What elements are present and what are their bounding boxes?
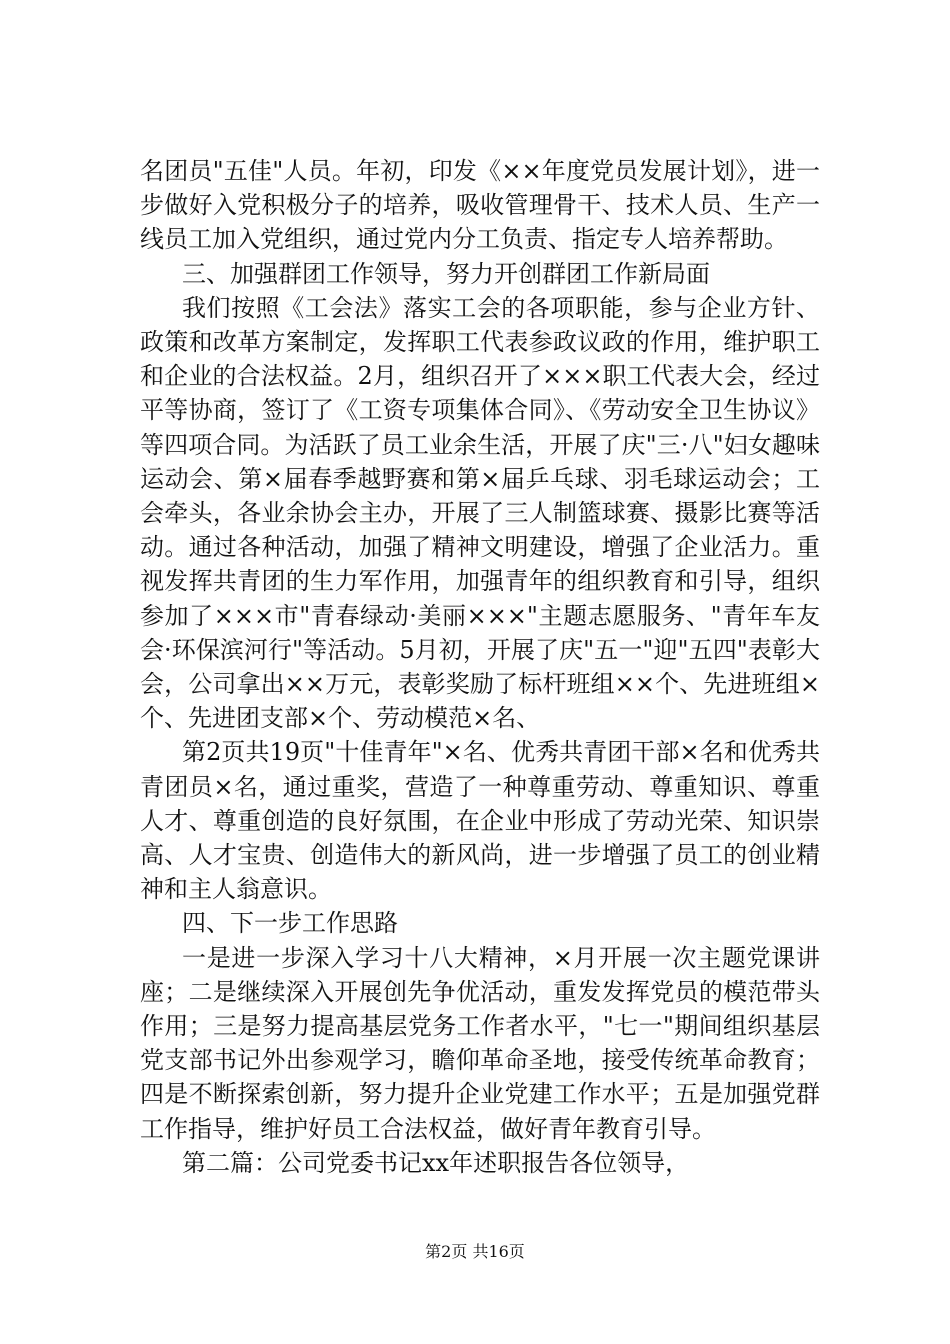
- paragraph-union-work: 我们按照《工会法》落实工会的各项职能，参与企业方针、政策和改革方案制定，发挥职工代表参政议政的作用，维护职工和企业的合法权益。2月，组织召开了×××职工代表大会，经过平等协商，签订了《工资专项集体合同》、《劳动安全卫生协议》等四项合同。为活跃了员工业余生活，开展了庆"三·八"妇女趣味运动会、第×届春季越野赛和第×届乒乓球、羽毛球运动会；工会牵头，各业余协会主办，开展了三人制篮球赛、摄影比赛等活动。通过各种活动，加强了精神文明建设，增强了企业活力。重视发挥共青团的生力军作用，加强青年的组织教育和引导，组织参加了×××市"青春绿动·美丽×××"主题志愿服务、"青年车友会·环保滨河行"等活动。5月初，开展了庆"五一"迎"五四"表彰大会，公司拿出××万元，表彰奖励了标杆班组××个、先进班组×个、先进团支部×个、劳动模范×名、: [140, 293, 820, 733]
- paragraph-next-steps: 一是进一步深入学习十八大精神，×月开展一次主题党课讲座；二是继续深入开展创先争优活动，重发发挥党员的模范带头作用；三是努力提高基层党务工作者水平，"七一"期间组织基层党支部书记外出参观学习，瞻仰革命圣地，接受传统革命教育；四是不断探索创新，努力提升企业党建工作水平；五是加强党群工作指导，维护好员工合法权益，做好青年教育引导。: [140, 943, 820, 1143]
- document-body: [140, 154, 820, 1180]
- section-heading-4: 四、下一步工作思路: [182, 909, 398, 938]
- page-footer: 第2页 共16页: [425, 1242, 525, 1261]
- paragraph-continuation: 名团员"五佳"人员。年初，印发《××年度党员发展计划》，进一步做好入党积极分子的培养，吸收管理骨干、技术人员、生产一线员工加入党组织，通过党内分工负责、指定专人培养帮助。: [140, 157, 820, 254]
- paragraph-awards: 第2页共19页"十佳青年"×名、优秀共青团干部×名和优秀共青团员×名，通过重奖，营造了一种尊重劳动、尊重知识、尊重人才、尊重创造的良好氛围，在企业中形成了劳动光荣、知识崇高、人才宝贵、创造伟大的新风尚，进一步增强了员工的创业精神和主人翁意识。: [140, 738, 820, 904]
- paragraph-second-article: 第二篇：公司党委书记xx年述职报告各位领导，: [182, 1148, 690, 1177]
- section-heading-3: 三、加强群团工作领导，努力开创群团工作新局面: [182, 259, 710, 288]
